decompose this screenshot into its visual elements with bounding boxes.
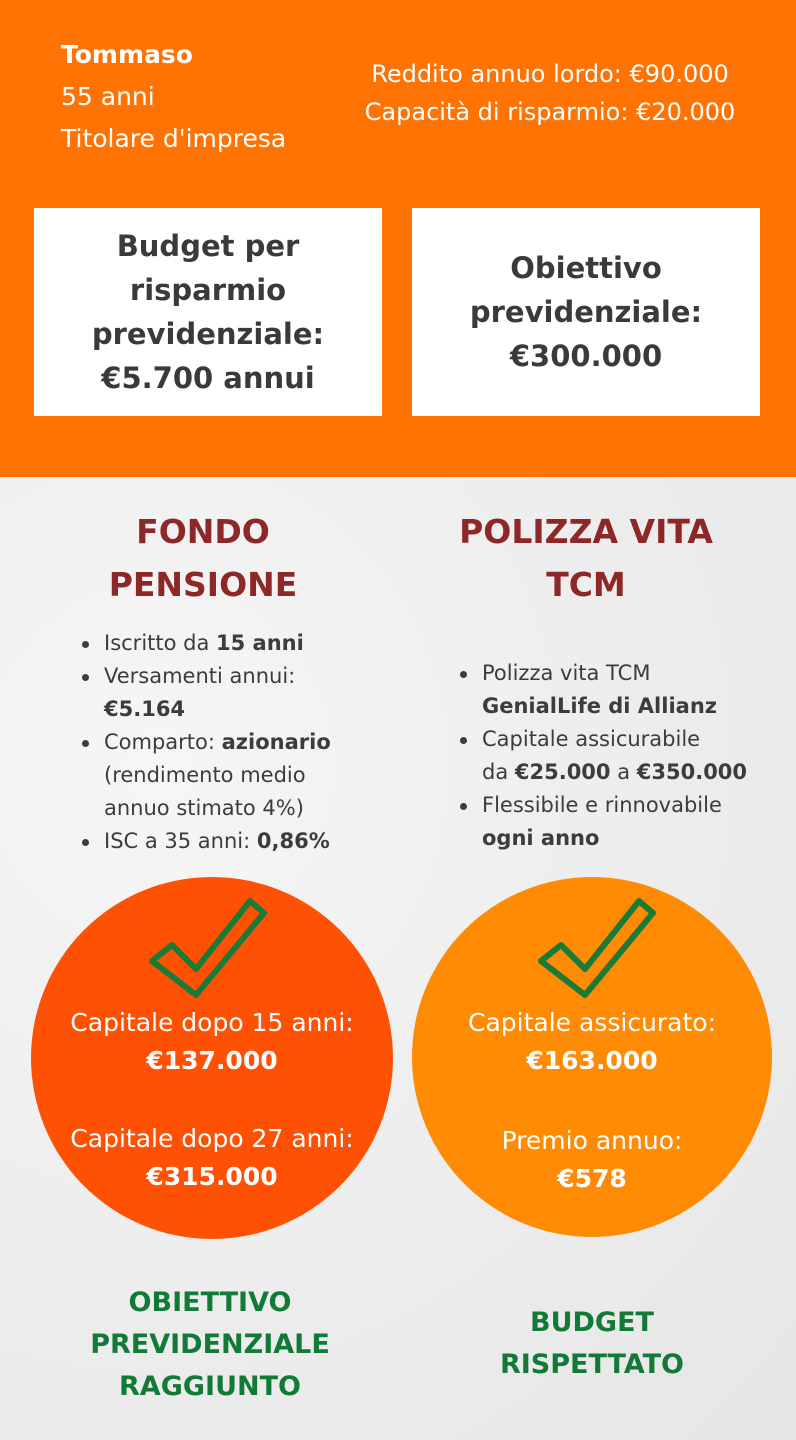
- polizza-result-circle: [412, 877, 772, 1237]
- premium-value: €578: [557, 1164, 627, 1193]
- profile-name: Tommaso: [61, 40, 193, 69]
- bullet-text: Flessibile e rinnovabile: [482, 793, 722, 817]
- bullet-text: da: [482, 760, 515, 784]
- bullet-bold: 15 anni: [216, 631, 304, 655]
- result-line: RISPETTATO: [499, 1349, 685, 1380]
- list-item: [456, 723, 766, 789]
- fondo-bullet-list: [78, 627, 378, 858]
- bullet-bold: €350.000: [636, 760, 748, 784]
- fondo-heading: [58, 505, 348, 611]
- bullet-text: Polizza vita TCM: [482, 661, 651, 685]
- result-line: BUDGET: [530, 1307, 654, 1338]
- list-item: [456, 789, 766, 855]
- bullet-bold: azionario: [221, 730, 331, 754]
- result-line: OBIETTIVO: [128, 1287, 292, 1318]
- income-text: Reddito annuo lordo: €90.000: [371, 60, 729, 88]
- polizza-heading-line: TCM: [546, 565, 626, 604]
- bullet-text: Capitale assicurabile: [482, 727, 701, 751]
- insured-capital-value: €163.000: [526, 1046, 658, 1075]
- bullet-text: Comparto:: [104, 730, 222, 754]
- polizza-heading: [440, 505, 732, 611]
- budget-value: €5.700 annui: [101, 361, 315, 395]
- capital-15-value: €137.000: [146, 1046, 278, 1075]
- polizza-bullet-list: [456, 657, 766, 855]
- result-line: RAGGIUNTO: [119, 1371, 301, 1402]
- capital-27-block: [31, 1120, 393, 1196]
- list-item: [78, 726, 378, 825]
- checkmark-icon: [148, 897, 268, 1001]
- bullet-bold: 0,86%: [256, 829, 330, 853]
- fondo-heading-line: PENSIONE: [108, 565, 298, 604]
- result-line: PREVIDENZIALE: [90, 1329, 330, 1360]
- budget-line: risparmio: [129, 273, 287, 307]
- premium-label: Premio annuo:: [501, 1126, 683, 1155]
- checkmark-icon: [537, 897, 657, 1001]
- premium-block: [412, 1122, 772, 1198]
- goal-value: €300.000: [509, 339, 663, 373]
- profile-age: 55 anni: [61, 82, 155, 111]
- list-item: [456, 657, 766, 723]
- goal-line: Obiettivo: [510, 251, 662, 285]
- budget-line: previdenziale:: [91, 317, 325, 351]
- capital-27-label: Capitale dopo 27 anni:: [70, 1124, 354, 1153]
- budget-box: [34, 208, 382, 416]
- bullet-text: Versamenti annui:: [104, 664, 296, 688]
- insured-capital-label: Capitale assicurato:: [467, 1008, 716, 1037]
- fondo-result-label: [60, 1282, 360, 1408]
- bullet-text: ISC a 35 anni:: [104, 829, 257, 853]
- fondo-heading-line: FONDO: [136, 512, 270, 551]
- goal-line: previdenziale:: [469, 295, 703, 329]
- goal-box: [412, 208, 760, 416]
- capital-15-label: Capitale dopo 15 anni:: [70, 1008, 354, 1037]
- profile-info: [61, 34, 286, 160]
- list-item: [78, 660, 378, 726]
- bullet-text: (rendimento medio: [104, 763, 306, 787]
- bullet-text: annuo stimato 4%): [104, 796, 304, 820]
- savings-text: Capacità di risparmio: €20.000: [364, 98, 736, 126]
- capital-27-value: €315.000: [146, 1162, 278, 1191]
- polizza-result-label: [442, 1302, 742, 1386]
- finance-info: [340, 55, 760, 131]
- header-section: [0, 0, 796, 477]
- fondo-result-circle: [31, 877, 393, 1239]
- profile-job: Titolare d'impresa: [61, 124, 287, 153]
- bullet-text: a: [610, 760, 637, 784]
- budget-line: Budget per: [116, 229, 300, 263]
- bullet-bold: ogni anno: [482, 826, 600, 850]
- bullet-bold: €5.164: [104, 697, 186, 721]
- list-item: [78, 627, 378, 660]
- bullet-text: Iscritto da: [104, 631, 217, 655]
- insured-capital-block: [412, 1004, 772, 1080]
- bullet-bold: GenialLife di Allianz: [482, 694, 717, 718]
- polizza-heading-line: POLIZZA VITA: [459, 512, 713, 551]
- bullet-bold: €25.000: [514, 760, 611, 784]
- capital-15-block: [31, 1004, 393, 1080]
- list-item: [78, 825, 378, 858]
